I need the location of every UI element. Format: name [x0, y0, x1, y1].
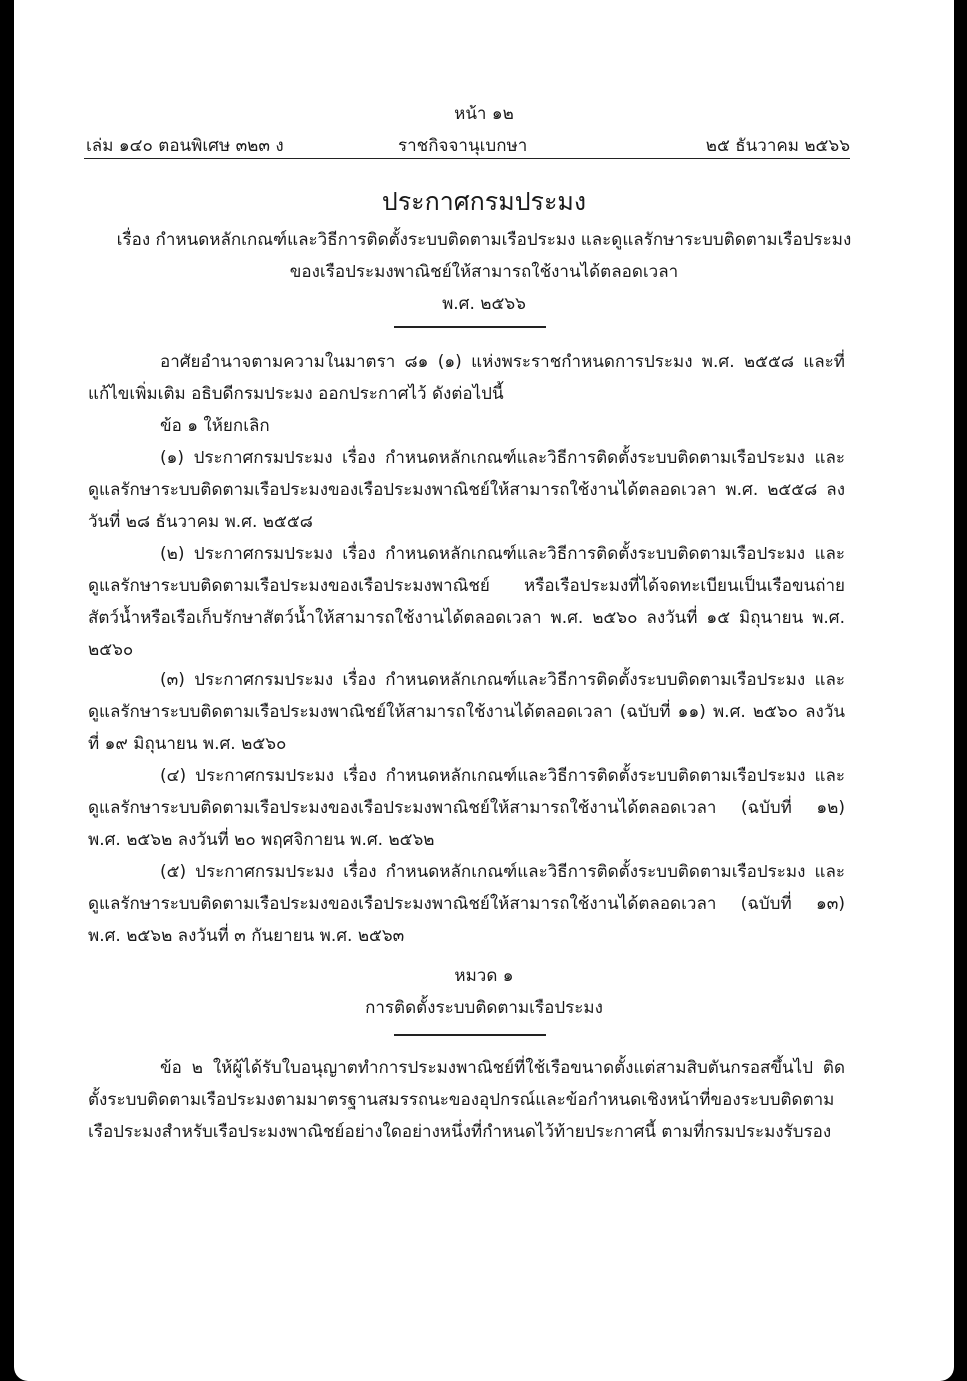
repealed-item-5: (๕) ประกาศกรมประมง เรื่อง กำหนดหลักเกณฑ์และวิธีการติดตั้งระบบติดตามเรือประมง และดูแลรักษาระบบติดตามเรือประมงของเรือประมงพาณิชย์ให้สามารถใช้งานได้ตลอดเวลา (ฉบับที่ ๑๓) พ.ศ. ๒๕๖๒ ลงวันที่ ๓ กันยายน พ.ศ. ๒๕๖๓	[88, 862, 845, 946]
document-page	[14, 0, 954, 1381]
repealed-item-1: (๑) ประกาศกรมประมง เรื่อง กำหนดหลักเกณฑ์และวิธีการติดตั้งระบบติดตามเรือประมง และดูแลรักษาระบบติดตามเรือประมงของเรือประมงพาณิชย์ให้สามารถใช้งานได้ตลอดเวลา พ.ศ. ๒๕๕๘ ลงวันที่ ๒๘ ธันวาคม พ.ศ. ๒๕๕๘	[88, 448, 845, 532]
repealed-item-3: (๓) ประกาศกรมประมง เรื่อง กำหนดหลักเกณฑ์และวิธีการติดตั้งระบบติดตามเรือประมง และดูแลรักษาระบบติดตามเรือประมงพาณิชย์ให้สามารถใช้งานได้ตลอดเวลา (ฉบับที่ ๑๑) พ.ศ. ๒๕๖๐ ลงวันที่ ๑๙ มิถุนายน พ.ศ. ๒๕๖๐	[88, 670, 845, 754]
subject-line-2: ของเรือประมงพาณิชย์ให้สามารถใช้งานได้ตลอดเวลา	[289, 262, 679, 282]
repealed-item-2: (๒) ประกาศกรมประมง เรื่อง กำหนดหลักเกณฑ์และวิธีการติดตั้งระบบติดตามเรือประมง และดูแลรักษาระบบติดตามเรือประมงของเรือประมงพาณิชย์ หรือเรือประมงที่ได้จดทะเบียนเป็นเรือขนถ่ายสัตว์น้ำหรือเรือเก็บรักษาสัตว์น้ำให้สามารถใช้งานได้ตลอดเวลา พ.ศ. ๒๕๖๐ ลงวันที่ ๑๕ มิถุนายน พ.ศ. ๒๕๖๐	[88, 544, 845, 660]
preamble-paragraph: อาศัยอำนาจตามความในมาตรา ๘๑ (๑) แห่งพระราชกำหนดการประมง พ.ศ. ๒๕๕๘ และที่แก้ไขเพิ่มเติม อธิบดีกรมประมง ออกประกาศไว้ ดังต่อไปนี้	[88, 352, 845, 404]
chapter-number: หมวด ๑	[454, 966, 514, 986]
document-content	[14, 0, 954, 1381]
chapter-divider	[394, 1034, 546, 1036]
clause-1-heading: ข้อ ๑ ให้ยกเลิก	[160, 416, 270, 436]
page-number: หน้า ๑๒	[454, 104, 514, 124]
gazette-volume-issue: เล่ม ๑๔๐ ตอนพิเศษ ๓๒๓ ง	[86, 136, 284, 156]
subject-line-1: เรื่อง กำหนดหลักเกณฑ์และวิธีการติดตั้งระบบติดตามเรือประมง และดูแลรักษาระบบติดตามเรือประมง	[116, 230, 852, 250]
title-divider	[394, 326, 546, 328]
header-divider	[84, 158, 850, 159]
chapter-title: การติดตั้งระบบติดตามเรือประมง	[365, 998, 603, 1018]
clause-2-paragraph: ข้อ ๒ ให้ผู้ได้รับใบอนุญาตทำการประมงพาณิชย์ที่ใช้เรือขนาดตั้งแต่สามสิบตันกรอสขึ้นไป ติดตั้งระบบติดตามเรือประมงตามมาตรฐานสมรรถนะของอุปกรณ์และข้อกำหนดเชิงหน้าที่ของระบบติดตามเรือประมงสำหรับเรือประมงพาณิชย์อย่างใดอย่างหนึ่งที่กำหนดไว้ท้ายประกาศนี้ ตามที่กรมประมงรับรอง	[88, 1058, 845, 1142]
gazette-name: ราชกิจจานุเบกษา	[398, 136, 528, 156]
subject-year: พ.ศ. ๒๕๖๖	[442, 294, 526, 314]
repealed-item-4: (๔) ประกาศกรมประมง เรื่อง กำหนดหลักเกณฑ์และวิธีการติดตั้งระบบติดตามเรือประมง และดูแลรักษาระบบติดตามเรือประมงของเรือประมงพาณิชย์ให้สามารถใช้งานได้ตลอดเวลา (ฉบับที่ ๑๒) พ.ศ. ๒๕๖๒ ลงวันที่ ๒๐ พฤศจิกายน พ.ศ. ๒๕๖๒	[88, 766, 845, 850]
gazette-date: ๒๕ ธันวาคม ๒๕๖๖	[705, 136, 850, 156]
announcement-title: ประกาศกรมประมง	[381, 187, 587, 216]
